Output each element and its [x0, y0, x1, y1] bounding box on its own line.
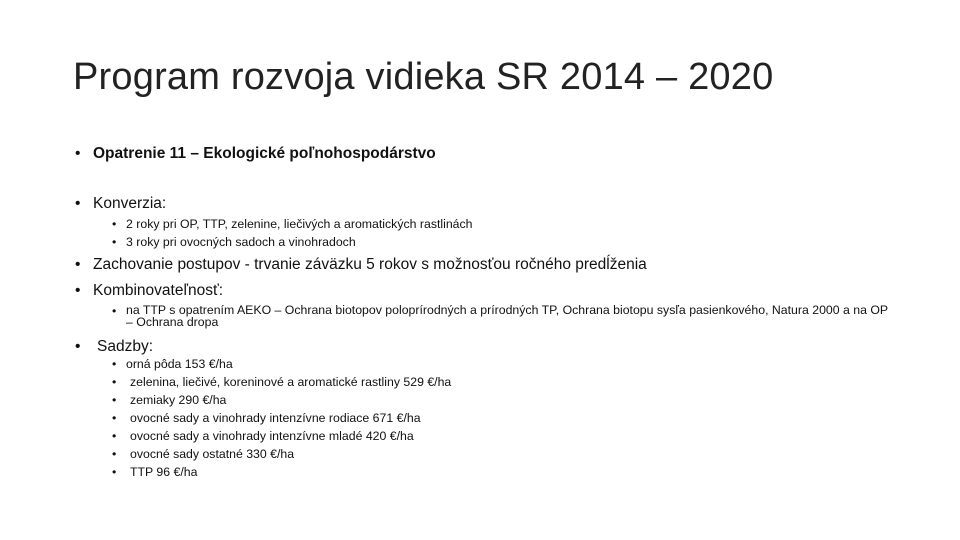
kombinovatelnost-sub-text: na TTP s opatrením AEKO – Ochrana biotopov poloprírodných a prírodných TP, Ochrana biotopu sysľa pasienkového, Natura 2000 a na OP – Ochrana dropa [126, 303, 888, 329]
konverzia-sub-item [112, 217, 473, 231]
konverzia-text: Konverzia: [93, 195, 167, 212]
sadzby-sub-text: zelenina, liečivé, koreninové a aromatické rastliny 529 €/ha [130, 375, 452, 389]
bullet-dot: • [75, 195, 81, 212]
sadzby-sub-item [112, 447, 294, 461]
slide-title: Program rozvoja vidieka SR 2014 – 2020 [73, 56, 774, 98]
sadzby-sub-text: ovocné sady a vinohrady intenzívne rodiace 671 €/ha [130, 411, 421, 425]
bullet-dot: • [75, 282, 81, 299]
bullet-zachovanie [75, 256, 647, 274]
sadzby-sub-text: ovocné sady ostatné 330 €/ha [130, 447, 295, 461]
sadzby-sub-item [112, 393, 226, 407]
bullet-kombinovatelnost [75, 282, 223, 300]
kombinovatelnost-sub-item [112, 304, 896, 328]
bullet-dot: • [112, 304, 117, 318]
sadzby-sub-text: TTP 96 €/ha [130, 465, 198, 479]
bullet-sadzby [75, 338, 153, 356]
bullet-opatrenie [75, 145, 436, 163]
bullet-dot: • [112, 375, 117, 389]
bullet-dot: • [112, 393, 117, 407]
opatrenie-text: Opatrenie 11 – Ekologické poľnohospodárstvo [93, 145, 436, 162]
sadzby-sub-text: zemiaky 290 €/ha [130, 393, 227, 407]
bullet-konverzia [75, 195, 166, 213]
konverzia-sub-item [112, 235, 356, 249]
sadzby-sub-text: orná pôda 153 €/ha [126, 357, 233, 371]
kombinovatelnost-text: Kombinovateľnosť: [93, 282, 224, 299]
bullet-dot: • [112, 447, 117, 461]
bullet-dot: • [112, 217, 117, 231]
zachovanie-text: Zachovanie postupov - trvanie záväzku 5 rokov s možnosťou ročného predĺženia [93, 256, 647, 273]
sadzby-sub-text: ovocné sady a vinohrady intenzívne mladé 420 €/ha [130, 429, 414, 443]
sadzby-sub-item [112, 465, 197, 479]
sadzby-text: Sadzby: [97, 338, 154, 355]
bullet-dot: • [75, 338, 81, 355]
bullet-dot: • [75, 256, 81, 273]
bullet-dot: • [75, 145, 81, 162]
konverzia-sub-text: 2 roky pri OP, TTP, zelenine, liečivých a aromatických rastlinách [126, 217, 473, 231]
sadzby-sub-item [112, 357, 233, 371]
bullet-dot: • [112, 429, 117, 443]
sadzby-sub-item [112, 429, 414, 443]
bullet-dot: • [112, 411, 117, 425]
bullet-dot: • [112, 357, 117, 371]
sadzby-sub-item [112, 375, 451, 389]
sadzby-sub-item [112, 411, 421, 425]
bullet-dot: • [112, 235, 117, 249]
bullet-dot: • [112, 465, 117, 479]
konverzia-sub-text: 3 roky pri ovocných sadoch a vinohradoch [126, 235, 356, 249]
